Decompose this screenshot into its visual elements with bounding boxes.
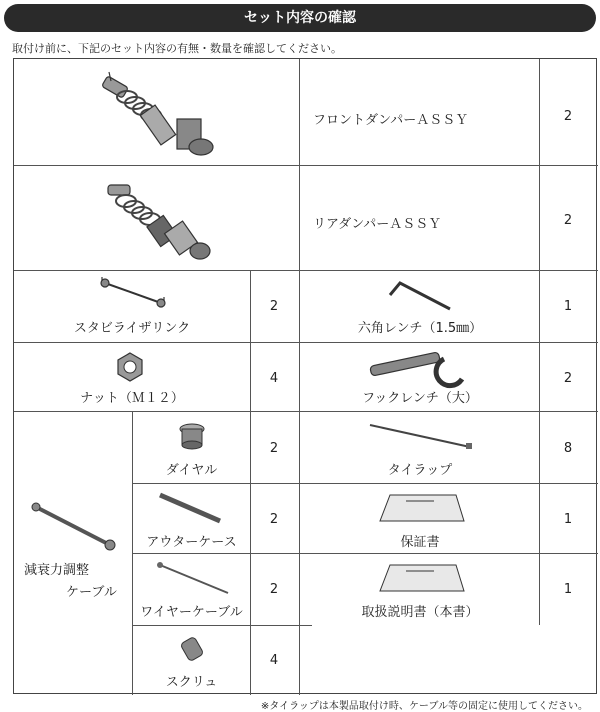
hex-wrench-label: 六角レンチ（1.5㎜） (357, 321, 483, 336)
cable-tie-image (366, 421, 476, 451)
screw-qty: 4 (269, 653, 279, 668)
section-title: セット内容の確認 (4, 4, 596, 32)
warranty-qty: 1 (563, 512, 573, 527)
outer-case-qty: 2 (269, 512, 279, 527)
screw-label: スクリュ (165, 675, 218, 690)
contents-table (13, 58, 597, 694)
outer-case-image (156, 491, 226, 527)
damping-cable-label-line1: 減衰力調整 (24, 563, 90, 578)
wire-cable-image (154, 561, 234, 597)
dial-label: ダイヤル (165, 463, 218, 478)
damping-cable-image (30, 501, 118, 553)
cable-tie-qty: 8 (563, 441, 573, 456)
hex-wrench-image (386, 279, 456, 315)
screw-image (178, 635, 208, 663)
nut-label: ナット（Ｍ１２） (80, 391, 184, 406)
rear-damper-label: リアダンパーＡＳＳＹ (313, 217, 442, 232)
cable-tie-label: タイラップ (387, 463, 453, 478)
hex-wrench-qty: 1 (563, 299, 573, 314)
hook-wrench-label: フックレンチ（大） (362, 391, 478, 406)
wire-cable-qty: 2 (269, 582, 279, 597)
stabilizer-link-label: スタビライザリンク (73, 321, 191, 336)
rear-damper-qty: 2 (563, 213, 573, 228)
front-damper-qty: 2 (563, 109, 573, 124)
intro-text: 取付け前に、下記のセット内容の有無・数量を確認してください。 (12, 42, 342, 55)
wire-cable-label: ワイヤーケーブル (140, 605, 243, 620)
stabilizer-link-qty: 2 (269, 299, 279, 314)
front-damper-label: フロントダンパーＡＳＳＹ (313, 113, 469, 128)
damping-cable-label-line2: ケーブル (66, 585, 117, 600)
warranty-label: 保証書 (400, 535, 440, 550)
stabilizer-link-image (99, 275, 169, 311)
warranty-image (376, 491, 466, 525)
dial-qty: 2 (269, 441, 279, 456)
manual-image (376, 561, 466, 595)
outer-case-label: アウターケース (146, 535, 237, 550)
front-damper-image (99, 67, 219, 159)
hook-wrench-qty: 2 (563, 371, 573, 386)
manual-label: 取扱説明書（本書） (361, 605, 479, 620)
nut-image (114, 351, 146, 383)
dial-image (176, 421, 208, 453)
rear-damper-image (102, 177, 212, 263)
nut-qty: 4 (269, 371, 279, 386)
manual-qty: 1 (563, 582, 573, 597)
footnote: ※タイラップは本製品取付け時、ケーブル等の固定に使用してください。 (260, 701, 588, 712)
hook-wrench-image (366, 349, 476, 385)
